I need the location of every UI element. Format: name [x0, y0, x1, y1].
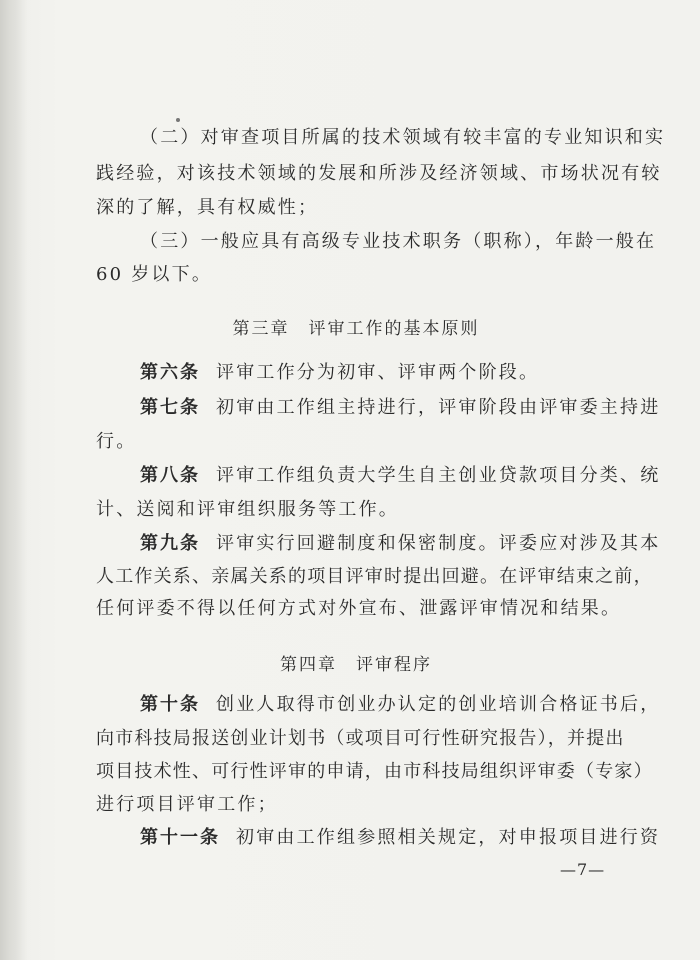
- paragraph-line: 计、送阅和评审组织服务等工作。: [96, 499, 399, 520]
- article-9: [96, 532, 660, 556]
- article-text: 评审工作分为初审、评审两个阶段。: [216, 362, 540, 383]
- chapter-heading-4: 第四章 评审程序: [280, 655, 432, 675]
- article-7: [96, 396, 660, 420]
- article-label: 第十条: [140, 694, 200, 715]
- page-number: —7—: [560, 860, 606, 879]
- paragraph-line: （二）对审查项目所属的技术领域有较丰富的专业知识和实: [140, 127, 666, 148]
- article-8: [96, 464, 660, 488]
- article-label: 第六条: [140, 362, 200, 383]
- article-label: 第七条: [140, 397, 200, 418]
- chapter-heading-3: 第三章 评审工作的基本原则: [232, 319, 480, 339]
- article-text: 初审由工作组主持进行，评审阶段由评审委主持进: [216, 397, 661, 418]
- paragraph-line: 行。: [96, 431, 137, 452]
- paragraph-line: 深的了解，具有权威性；: [96, 197, 319, 218]
- article-10: [96, 693, 660, 717]
- paragraph-line: 向市科技局报送创业计划书（或项目可行性研究报告），并提出: [96, 728, 625, 749]
- paragraph-line: 项目技术性、可行性评审的申请，由市科技局组织评审委（专家）: [96, 761, 653, 782]
- paragraph-line: 60 岁以下。: [96, 264, 213, 285]
- article-text: 评审实行回避制度和保密制度。评委应对涉及其本: [216, 533, 661, 554]
- article-label: 第九条: [140, 533, 200, 554]
- binding-shadow: [0, 0, 28, 960]
- paragraph-line: 践经验，对该技术领域的发展和所涉及经济领域、市场状况有较: [96, 163, 662, 184]
- article-6: [96, 361, 660, 385]
- article-label: 第八条: [140, 465, 200, 486]
- article-11: [96, 826, 660, 850]
- article-text: 评审工作组负责大学生自主创业贷款项目分类、统: [216, 465, 661, 486]
- article-text: 初审由工作组参照相关规定，对申报项目进行资: [236, 827, 661, 848]
- ink-speck: [176, 118, 180, 122]
- paragraph-line: （三）一般应具有高级专业技术职务（职称），年龄一般在: [140, 231, 657, 252]
- article-text: 创业人取得市创业办认定的创业培训合格证书后，: [216, 694, 661, 715]
- paragraph-line: 进行项目评审工作；: [96, 794, 278, 815]
- paragraph-line: 任何评委不得以任何方式对外宣布、泄露评审情况和结果。: [96, 598, 622, 619]
- paragraph-line: 人工作关系、亲属关系的项目评审时提出回避。在评审结束之前，: [96, 566, 653, 587]
- article-label: 第十一条: [140, 827, 220, 848]
